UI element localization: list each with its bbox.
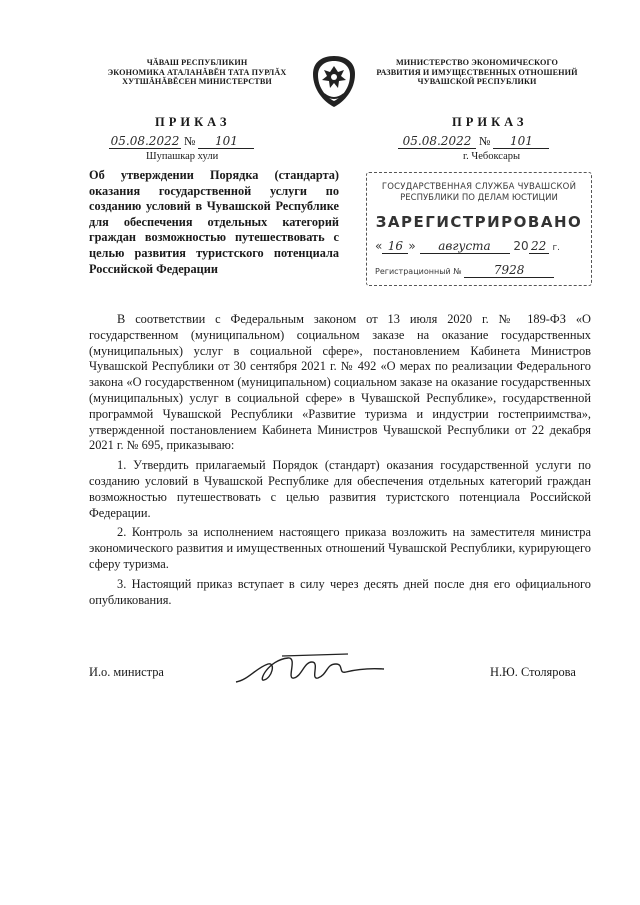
header-right-line: ЧУВАШСКОЙ РЕСПУБЛИКИ [417,77,537,87]
header-right-line: РАЗВИТИЯ И ИМУЩЕСТВЕННЫХ ОТНОШЕНИЙ [376,67,578,77]
stamp-line2: РЕСПУБЛИКИ ПО ДЕЛАМ ЮСТИЦИИ [400,193,558,203]
order-title-left: ПРИКАЗ [155,115,231,129]
signature-name: Н.Ю. Столярова [490,665,576,679]
order-number-line-right [398,134,549,150]
registration-stamp [366,172,592,286]
document-title: Об утверждении Порядка (стандарта) оказания государственной услуги по созданию условий в Чувашской Республике для обеспечения отдельных категорий граждан возможностью путешествовать с целью развития туристского потенциала Российской Федерации [89,168,339,276]
place-left: Шупашкар хули [146,151,219,162]
place-right: г. Чебоксары [463,151,521,162]
stamp-reg-number: 7928 [464,263,554,278]
stamp-reg-line [375,263,585,278]
stamp-month: августа [420,239,510,254]
number-sign-left: № [184,134,196,148]
stamp-line1: ГОСУДАРСТВЕННАЯ СЛУЖБА ЧУВАШСКОЙ [381,182,577,192]
stamp-year-prefix: 20 [513,239,529,253]
stamp-year-suffix: 22 [529,239,549,254]
body-paragraph: 2. Контроль за исполнением настоящего приказа возложить на заместителя министра экономического развития и имущественных отношений Чувашской Республики, курирующего сферу туризма. [89,525,591,571]
body-paragraph: 3. Настоящий приказ вступает в силу через десять дней после дня его официального опубликования. [89,576,591,607]
order-number-right: 101 [493,134,549,149]
signature-role: И.о. министра [89,665,164,679]
stamp-reg-label: Регистрационный № [375,267,462,276]
body-paragraph: 1. Утвердить прилагаемый Порядок (стандарт) оказания государственной услуги по созданию условий в Чувашской Республике для обеспечения отдельных категорий граждан возможностью путешествовать с целью развития туристского потенциала Российской Федерации. [89,458,591,520]
header-left-line: ЧĂВАШ РЕСПУБЛИКИН [146,58,248,67]
header-left-ministry-chuvash [92,58,302,87]
header-right-line: МИНИСТЕРСТВО ЭКОНОМИЧЕСКОГО [395,58,559,67]
chuvash-coat-of-arms-icon [308,52,360,110]
order-date-left: 05.08.2022 [110,134,180,148]
body-paragraph: В соответствии с Федеральным законом от 13 июля 2020 г. № 189-ФЗ «О государственном (муниципальном) социальном заказе на оказание государственных (муниципальных) услуг в социальной сфере», постановлением Кабинета Министров Чувашской Республики от 30 сентября 2021 г. № 492 «О мерах по реализации Федерального закона «О государственном (муниципальном) социальном заказе на оказание государственных (муниципальных) услуг в социальной сфере» в Чувашской Республике», государственной программой Чувашской Республики «Развитие туризма и индустрии гостеприимства», утвержденной постановлением Кабинета Министров Чувашской Республики от 22 декабря 2021 г. № 695, приказываю: [89,312,591,453]
order-number-line-left [109,134,254,150]
order-title-right: ПРИКАЗ [452,115,528,129]
order-date-right: 05.08.2022 [398,134,476,149]
stamp-year-mark: г. [552,243,561,253]
handwritten-signature [228,650,388,690]
number-sign-right: № [479,134,491,148]
order-number-left: 101 [198,134,254,149]
document-body [89,312,591,612]
stamp-date-line: « 16 » августа 20 22 г. [375,239,561,253]
stamp-day: 16 [382,239,408,254]
header-left-line: ЭКОНОМИКА АТАЛАНĂВĔН ТАТА ПУРЛĂХ [107,67,287,77]
header-right-ministry-russian [372,58,582,87]
stamp-registered: ЗАРЕГИСТРИРОВАНО [375,213,583,231]
header-left-line: ХУТШĂНĂВĔСЕН МИНИСТЕРСТВИ [122,77,272,87]
